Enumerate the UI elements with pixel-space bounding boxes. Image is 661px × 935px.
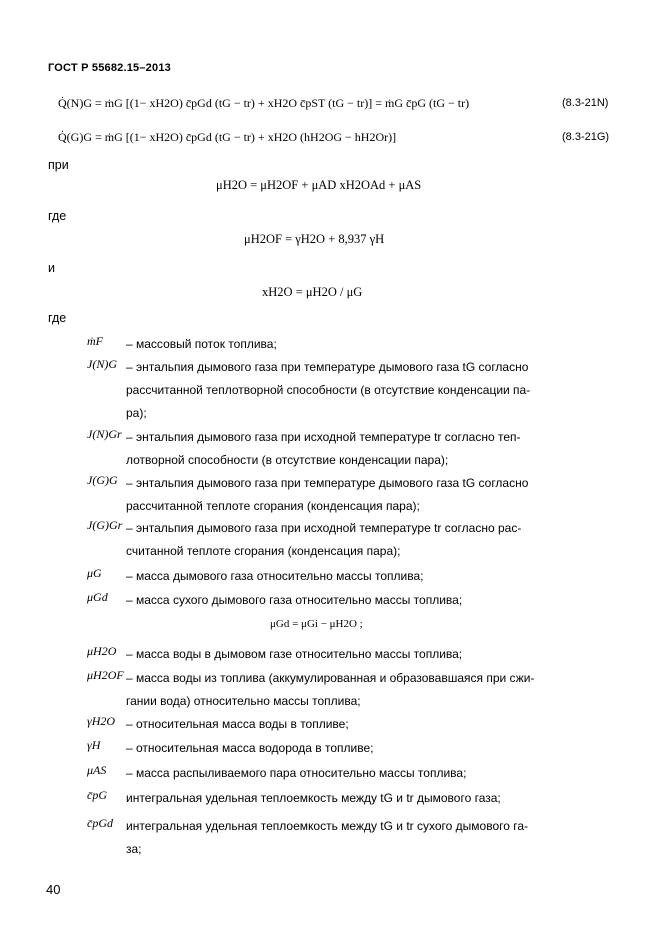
definition-symbol: γH — [87, 738, 101, 752]
equation-number-21n: (8.3-21N) — [562, 97, 609, 109]
definition-symbol: ṁF — [87, 334, 103, 348]
definition-symbol: γH2O — [87, 714, 116, 728]
word-gde-1: где — [48, 209, 67, 223]
equation-8-3-21g: Q̇(G)G = ṁG [(1− xH2O) c̄pGd (tG − tr) + xH2O (hH2OG − hH2Or)] — [58, 130, 397, 144]
definition-symbol: μGd — [87, 590, 108, 604]
definition-text-line: – масса распыливаемого пара относительно массы топлива; — [126, 766, 467, 780]
word-pri: при — [48, 158, 69, 172]
definition-symbol: c̄pG — [87, 788, 107, 802]
definition-symbol: μG — [87, 566, 102, 580]
definition-symbol: μH2OF — [87, 668, 124, 682]
definition-text-line: – энтальпия дымового газа при температуре дымового газа tG согласно — [126, 476, 529, 490]
formula-mu-h2of: μH2OF = γH2O + 8,937 γH — [244, 232, 385, 246]
definition-text-line: – энтальпия дымового газа при температуре дымового газа tG согласно — [126, 360, 529, 374]
definition-text-line: – масса воды в дымовом газе относительно массы топлива; — [126, 647, 463, 661]
definition-text-line: ра); — [126, 406, 147, 420]
definition-text-line: – массовый поток топлива; — [126, 337, 277, 351]
formula-mu-gd: μGd = μGi − μH2O ; — [270, 618, 363, 630]
definition-symbol: μAS — [87, 763, 107, 777]
definition-text-line: гании вода) относительно массы топлива; — [126, 694, 361, 708]
definition-text-line: рассчитанной теплоте сгорания (конденсация пара); — [126, 499, 420, 513]
definition-text-line: – относительная масса водорода в топливе; — [126, 741, 374, 755]
definition-text-line: интегральная удельная теплоемкость между tG и tr сухого дымового га- — [126, 819, 529, 833]
page-number: 40 — [46, 882, 61, 897]
definition-symbol: μH2O — [87, 644, 117, 658]
document-header: ГОСТ Р 55682.15–2013 — [48, 62, 171, 74]
definition-text-line: интегральная удельная теплоемкость между tG и tr дымового газа; — [126, 791, 501, 805]
definition-text-line: – энтальпия дымового газа при исходной температуре tr согласно рас- — [126, 521, 522, 535]
definition-text-line: – масса воды из топлива (аккумулированная и образовавшаяся при сжи- — [126, 671, 535, 685]
definition-text-line: лотворной способности (в отсутствие конденсации пара); — [126, 453, 449, 467]
word-i: и — [48, 261, 55, 275]
definition-text-line: – масса сухого дымового газа относительно массы топлива; — [126, 593, 463, 607]
word-gde-2: где — [48, 311, 67, 325]
definition-text-line: – относительная масса воды в топливе; — [126, 717, 349, 731]
equation-8-3-21n: Q̇(N)G = ṁG [(1− xH2O) c̄pGd (tG − tr) + xH2O c̄pST (tG − tr)] = ṁG c̄pG (tG − tr) — [58, 96, 470, 110]
definition-symbol: J(G)G — [87, 473, 118, 487]
definition-text-line: – масса дымового газа относительно массы топлива; — [126, 569, 424, 583]
definition-symbol: J(N)G — [87, 357, 117, 371]
definition-symbol: J(G)Gr — [87, 518, 123, 532]
definition-symbol: c̄pGd — [87, 816, 113, 830]
equation-number-21g: (8.3-21G) — [562, 131, 610, 143]
formula-x-h2o: xH2O = μH2O / μG — [262, 285, 363, 299]
definition-text-line: считанной теплоте сгорания (конденсация пара); — [126, 544, 401, 558]
formula-mu-h2o: μH2O = μH2OF + μAD xH2OAd + μAS — [216, 178, 422, 192]
definition-symbol: J(N)Gr — [87, 427, 122, 441]
definition-text-line: – энтальпия дымового газа при исходной температуре tr согласно теп- — [126, 430, 521, 444]
definition-text-line: рассчитанной теплотворной способности (в отсутствие конденсации па- — [126, 383, 531, 397]
definition-text-line: за; — [126, 842, 142, 856]
